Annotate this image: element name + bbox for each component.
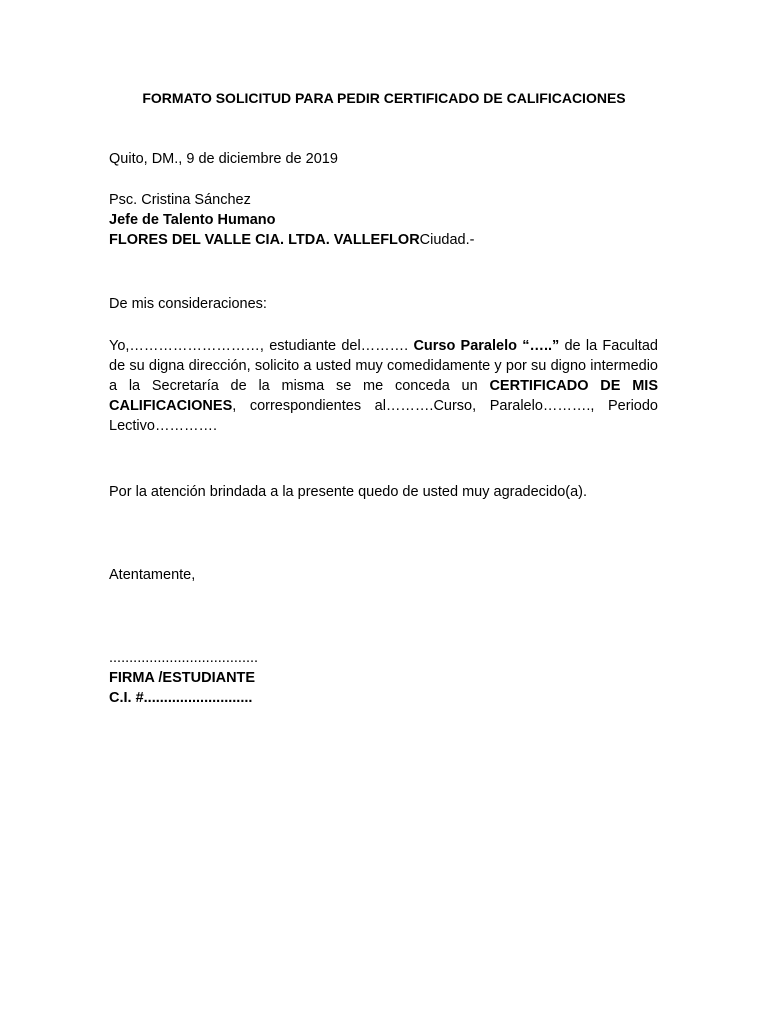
date-line: Quito, DM., 9 de diciembre de 2019 <box>109 151 338 167</box>
signature-label: FIRMA /ESTUDIANTE <box>109 670 256 686</box>
body-paragraph <box>109 336 658 436</box>
body-certificate-label: CERTIFICADO DE MIS CALIFICACIONES <box>109 378 658 414</box>
recipient-position: Jefe de Talento Humano <box>109 212 276 228</box>
recipient-company-line <box>109 230 658 250</box>
salutation: De mis consideraciones: <box>109 296 267 312</box>
recipient-block <box>109 190 658 250</box>
recipient-name: Psc. Cristina Sánchez <box>109 192 251 208</box>
body-course-label: Curso Paralelo “…..” <box>413 338 560 354</box>
recipient-city: Ciudad.- <box>419 232 475 248</box>
body-part-5: , correspondientes al……….Curso, Paralelo………., Periodo Lectivo…………. <box>109 398 658 434</box>
document-title: FORMATO SOLICITUD PARA PEDIR CERTIFICADO DE CALIFICACIONES <box>142 90 626 106</box>
signature-block <box>109 648 658 708</box>
farewell: Atentamente, <box>109 567 196 583</box>
recipient-company: FLORES DEL VALLE CIA. LTDA. VALLEFLOR <box>109 232 420 248</box>
body-part-3: de la Facultad de su digna dirección, solicito a usted muy comedidamente y por su digno intermedio a la Secretaría de la misma se me conceda un <box>109 338 658 394</box>
body-part-1: Yo,………………………, estudiante del………. <box>109 338 414 354</box>
closing-text: Por la atención brindada a la presente quedo de usted muy agradecido(a). <box>109 484 588 500</box>
signature-line: ..................................... <box>109 650 259 666</box>
signature-id-line: C.I. #........................... <box>109 690 253 706</box>
